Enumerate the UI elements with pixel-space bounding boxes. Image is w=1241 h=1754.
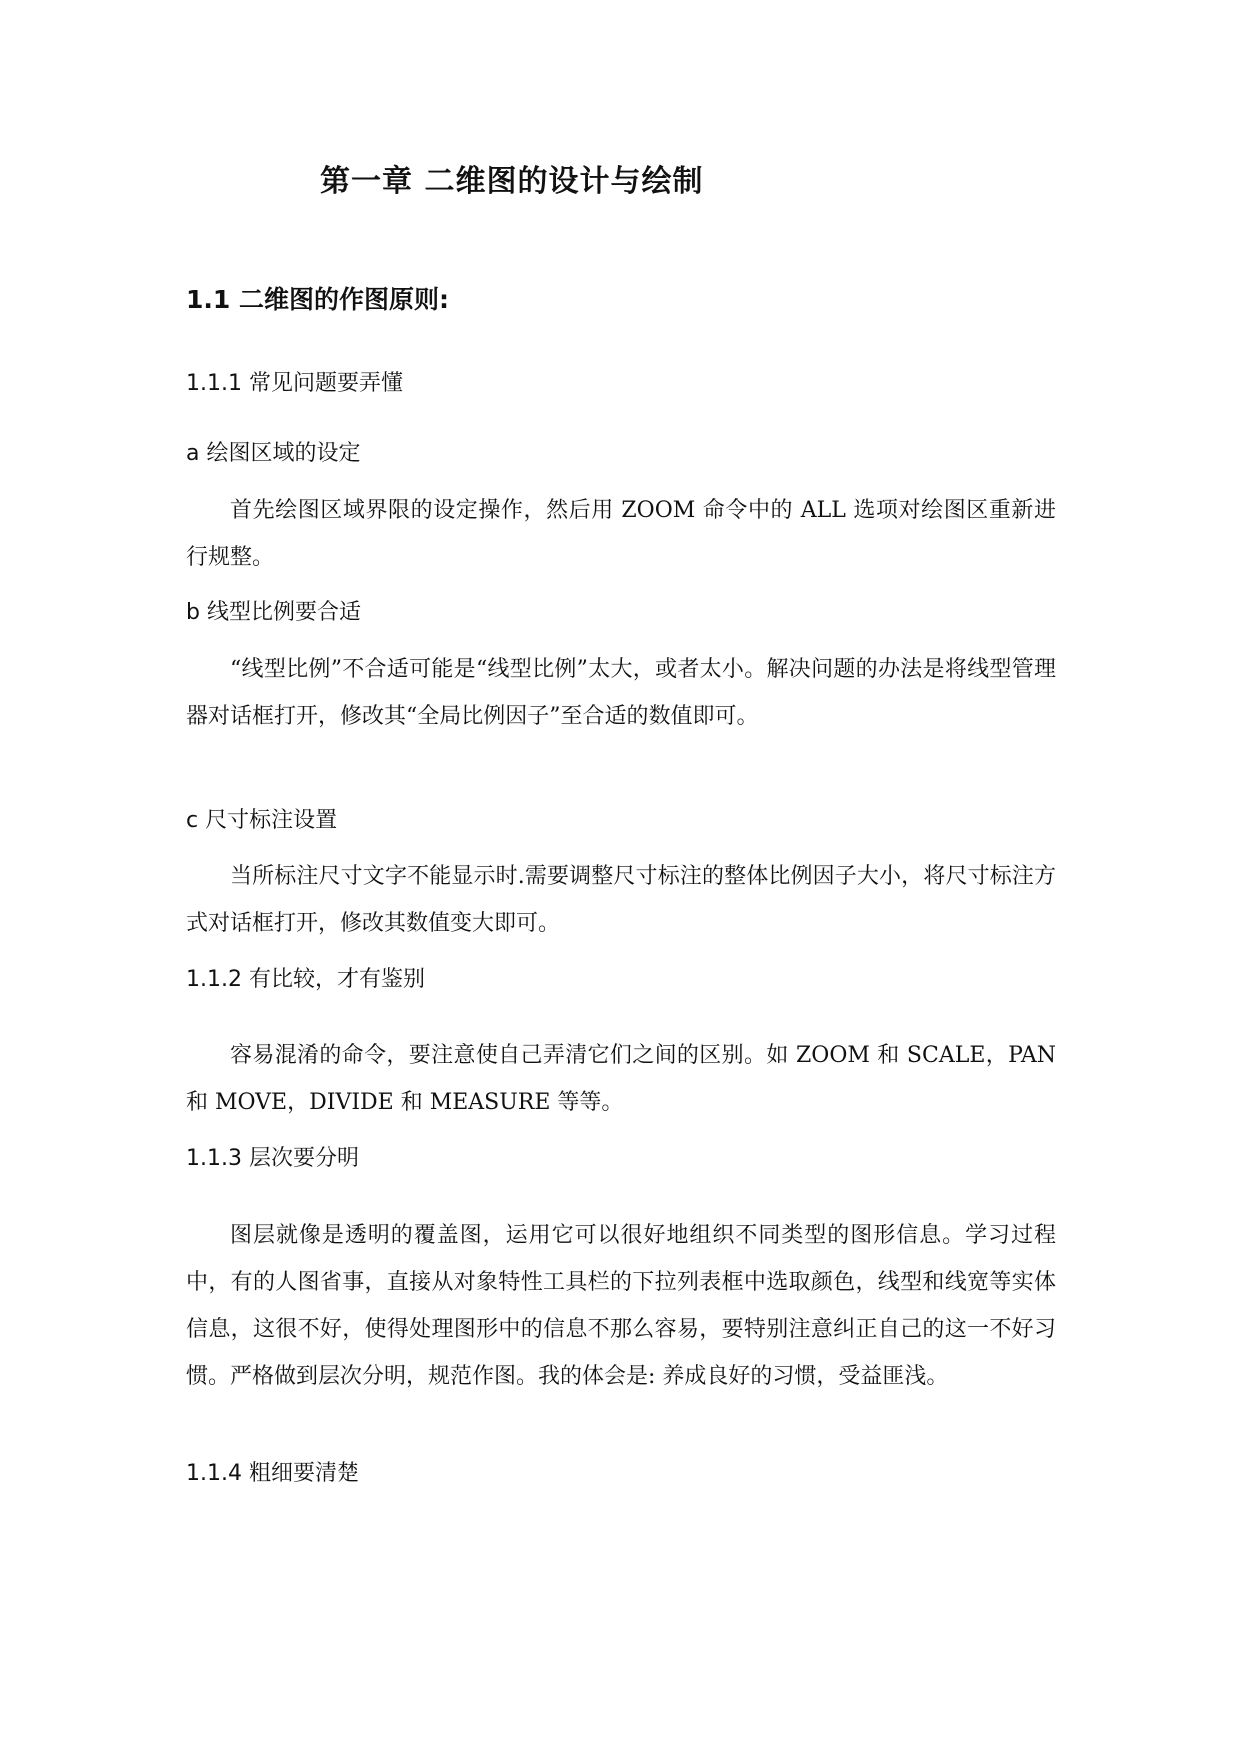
item-heading-b: b 线型比例要合适	[186, 600, 361, 625]
subsection-heading-1-1-1: 1.1.1 常见问题要弄懂	[186, 371, 403, 396]
subsection-heading-1-1-3: 1.1.3 层次要分明	[186, 1146, 359, 1171]
paragraph-1-1-2: 容易混淆的命令，要注意使自己弄清它们之间的区别。如 ZOOM 和 SCALE，PAN 和 MOVE，DIVIDE 和 MEASURE 等等。	[186, 1043, 1056, 1115]
paragraph-1-1-3: 图层就像是透明的覆盖图，运用它可以很好地组织不同类型的图形信息。学习过程中，有的人图省事，直接从对象特性工具栏的下拉列表框中选取颜色，线型和线宽等实体信息，这很不好，使得处理图形中的信息不那么容易，要特别注意纠正自己的这一不好习惯。严格做到层次分明，规范作图。我的体会是: 养成良好的习惯，受益匪浅。	[186, 1223, 1056, 1389]
section-title: 1.1 二维图的作图原则:	[186, 285, 449, 314]
item-heading-a: a 绘图区域的设定	[186, 441, 361, 466]
chapter-title: 第一章 二维图的设计与绘制	[320, 164, 704, 199]
subsection-heading-1-1-4: 1.1.4 粗细要清楚	[186, 1461, 359, 1486]
paragraph-b: “线型比例”不合适可能是“线型比例”太大，或者太小。解决问题的办法是将线型管理器对话框打开，修改其“全局比例因子”至合适的数值即可。	[186, 657, 1056, 729]
item-heading-c: c 尺寸标注设置	[186, 808, 338, 833]
subsection-heading-1-1-2: 1.1.2 有比较，才有鉴别	[186, 967, 425, 992]
paragraph-a: 首先绘图区域界限的设定操作，然后用 ZOOM 命令中的 ALL 选项对绘图区重新进行规整。	[186, 498, 1056, 570]
paragraph-c: 当所标注尺寸文字不能显示时.需要调整尺寸标注的整体比例因子大小，将尺寸标注方式对话框打开，修改其数值变大即可。	[186, 864, 1056, 936]
